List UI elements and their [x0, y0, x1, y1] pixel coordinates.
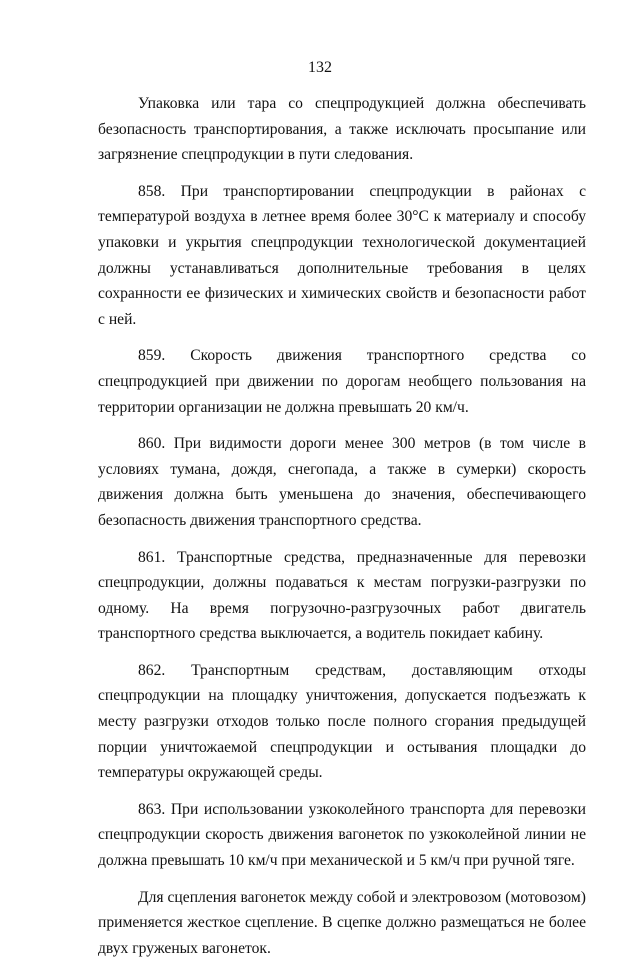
paragraph-858: 858. При транспортировании спецпродукции в районах с температурой воздуха в летнее время более 30°С к материалу и способу упаковки и укрытия спецпродукции технологической документацией должны устанавливаться дополнительные требования в целях сохранности ее физических и химических свойств и безопасности работ с ней. [98, 182, 586, 328]
paragraph-coupling: Для сцепления вагонеток между собой и электровозом (мотовозом) применяется жесткое сцепление. В сцепке должно размещаться не более двух груженых вагонеток. [98, 888, 586, 957]
paragraph-860: 860. При видимости дороги менее 300 метров (в том числе в условиях тумана, дождя, снегопада, а также в сумерки) скорость движения должна быть уменьшена до значения, обеспечивающего безопасность движения транспортного средства. [98, 435, 586, 529]
paragraph-861: 861. Транспортные средства, предназначенные для перевозки спецпродукции, должны подаваться к местам погрузки-разгрузки по одному. На время погрузочно-разгрузочных работ двигатель транспортного средства выключается, а водитель покидает кабину. [98, 548, 586, 643]
paragraph-862: 862. Транспортным средствам, доставляющим отходы спецпродукции на площадку уничтожения, допускается подъезжать к месту разгрузки отходов только после полного сгорания предыдущей порции уничтожаемой спецпродукции и остывания площадки до температуры окружающей среды. [98, 661, 586, 782]
document-body [98, 91, 586, 961]
paragraph-packaging: Упаковка или тара со спецпродукцией должна обеспечивать безопасность транспортирования, а также исключать просыпание или загрязнение спецпродукции в пути следования. [98, 95, 586, 164]
page-number: 132 [308, 59, 332, 76]
paragraph-863: 863. При использовании узкоколейного транспорта для перевозки спецпродукции скорость движения вагонеток по узкоколейной линии не должна превышать 10 км/ч при механической и 5 км/ч при ручной тяге. [98, 800, 586, 870]
paragraph-859: 859. Скорость движения транспортного средства со спецпродукцией при движении по дорогам необщего пользования на территории организации не должна превышать 20 км/ч. [98, 347, 586, 416]
